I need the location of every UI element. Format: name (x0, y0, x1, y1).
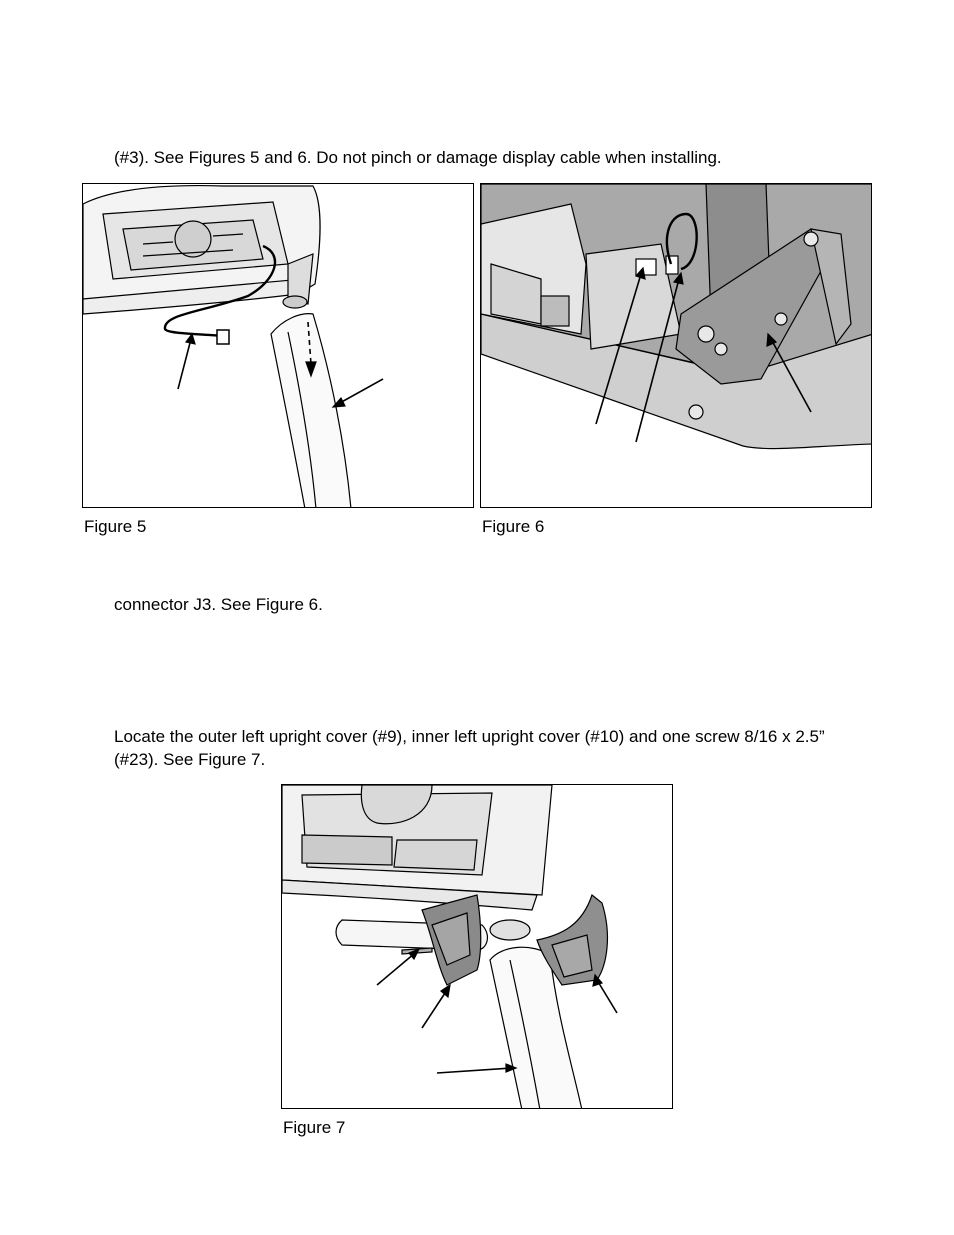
figure-5-caption: Figure 5 (84, 517, 147, 536)
figure-7-illustration (281, 784, 673, 1109)
instruction-text-2: connector J3. See Figure 6. (114, 595, 323, 614)
figure-7-drawing (282, 785, 673, 1109)
figure-6-drawing (481, 184, 872, 508)
instruction-text-3-line-1: Locate the outer left upright cover (#9), inner left upright cover (#10) and one screw 8/16 x 2.5” (114, 727, 825, 746)
figure-5-drawing (83, 184, 474, 508)
instruction-text-3-line-2: (#23). See Figure 7. (114, 750, 266, 769)
instruction-text-1: (#3). See Figures 5 and 6. Do not pinch or damage display cable when installing. (114, 148, 722, 167)
figure-7-caption: Figure 7 (283, 1118, 346, 1137)
figure-6-illustration (480, 183, 872, 508)
figure-5-illustration (82, 183, 474, 508)
figure-6-caption: Figure 6 (482, 517, 545, 536)
